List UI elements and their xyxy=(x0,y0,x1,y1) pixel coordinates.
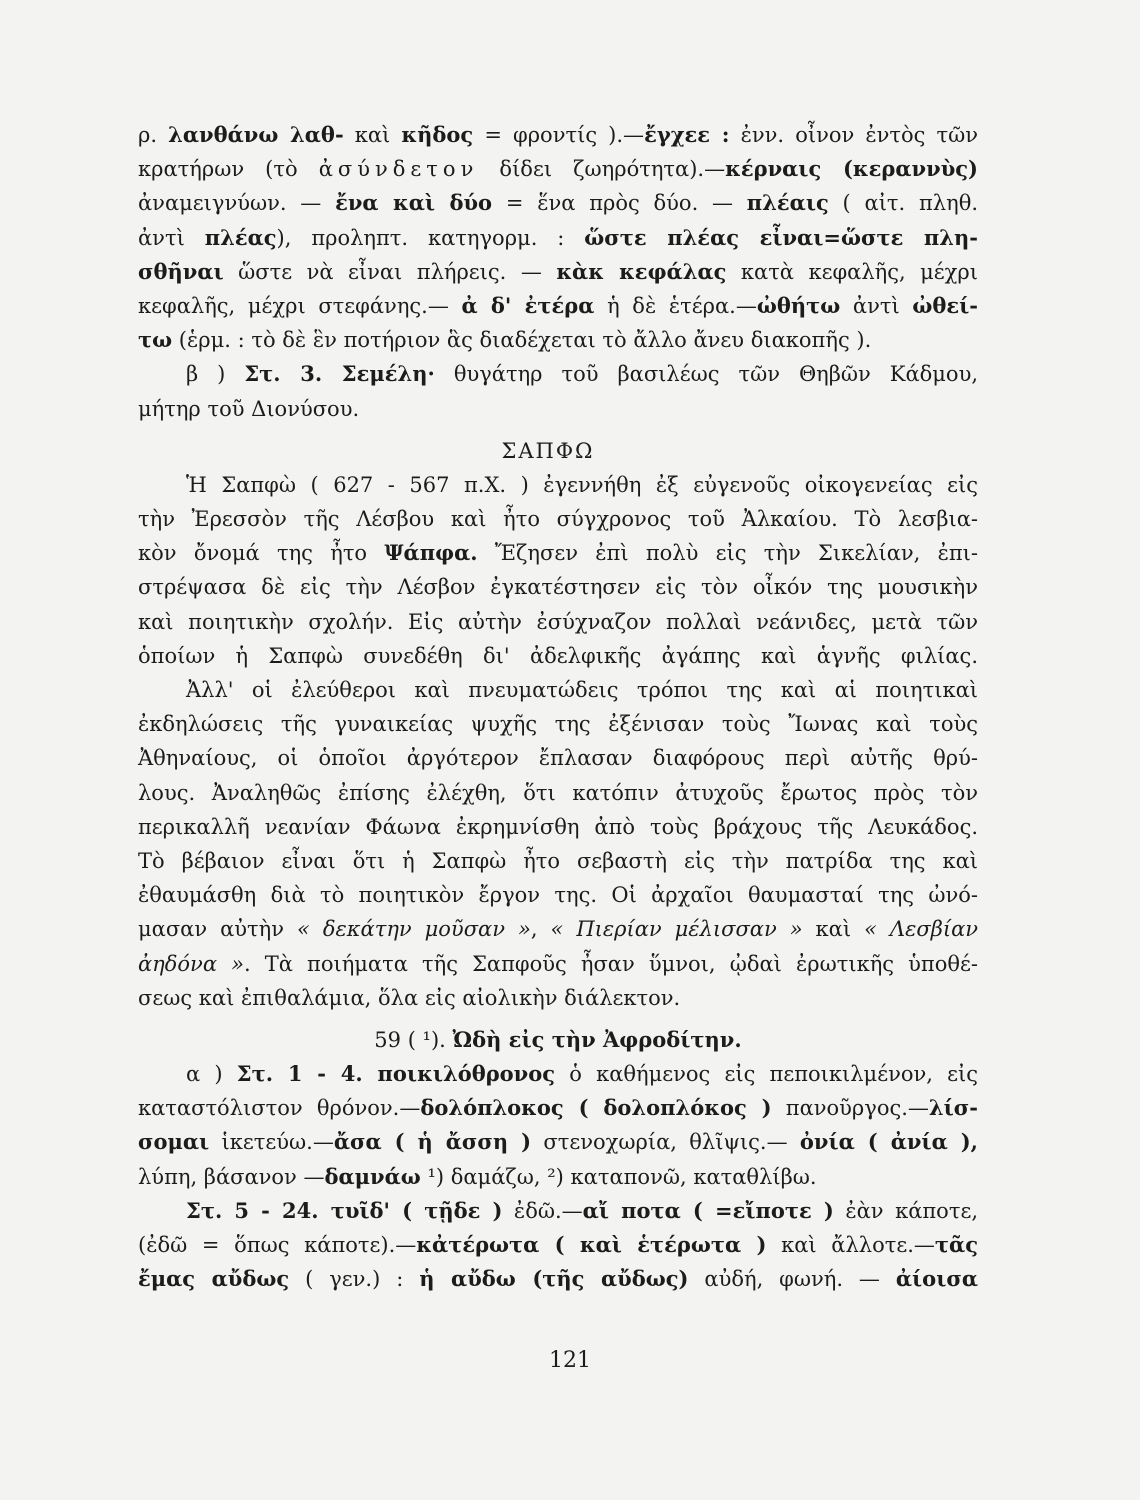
text-run: ἐνν. οἶνον ἐντὸς τῶν xyxy=(729,123,979,147)
text-line xyxy=(138,570,978,604)
bold-term: κῆδος xyxy=(401,122,474,147)
bold-term: δαμνάω xyxy=(324,1163,421,1189)
text-run: θυγάτηρ τοῦ βασιλέως τῶν Θηβῶν Κάδμου, xyxy=(434,362,979,387)
bold-term: Ψάπφα. xyxy=(384,540,478,566)
text-run: σεως καὶ ἐπιθαλάμια, ὅλα εἰς αἰολικὴν διάλεκτον. xyxy=(138,985,681,1010)
section-heading xyxy=(138,434,978,468)
text-line xyxy=(138,673,978,707)
text-run: β ) xyxy=(186,362,245,387)
bold-term: ἔμας αὔδως xyxy=(138,1266,290,1292)
text-run: = ἕνα πρὸς δύο. — xyxy=(492,191,747,216)
bold-term: τᾶς xyxy=(934,1232,978,1257)
text-line xyxy=(138,981,978,1015)
bold-term: τω xyxy=(138,327,173,353)
text-run: ἐδῶ.— xyxy=(502,1198,583,1223)
text-run: ἀσύνδετον xyxy=(318,157,479,182)
bold-term: ἔνα καὶ δύο xyxy=(335,190,493,216)
bold-term: σθῆναι xyxy=(138,258,224,284)
text-line xyxy=(138,186,978,220)
text-run: καὶ xyxy=(343,123,402,147)
text-line xyxy=(138,1091,978,1125)
text-line xyxy=(138,1160,978,1194)
bold-term: λανθάνω λαθ- xyxy=(168,122,344,147)
text-run: κατὰ κεφαλῆς, μέχρι xyxy=(726,259,978,284)
bold-term: Στ. 1 - 4. ποικιλόθρονος xyxy=(236,1061,556,1087)
text-line xyxy=(138,844,978,878)
text-run: λους. Ἀναληθῶς ἐπίσης ἐλέχθη, ὅτι κατόπιν ἀτυχοῦς ἔρωτος πρὸς τὸν xyxy=(138,780,978,805)
bold-term: ἄσα ( ἡ ἄσση ) xyxy=(333,1129,532,1155)
text-run: τὴν Ἐρεσσὸν τῆς Λέσβου καὶ ἦτο σύγχρονος τοῦ Ἀλκαίου. Τὸ λεσβια- xyxy=(138,507,978,532)
text-line xyxy=(138,605,978,639)
text-line xyxy=(138,776,978,810)
text-line xyxy=(138,1262,978,1296)
text-line xyxy=(138,1125,978,1159)
text-line xyxy=(138,468,978,502)
bold-term: Ὠδὴ εἰς τὴν Ἀφροδίτην. xyxy=(452,1026,742,1052)
text-line xyxy=(138,741,978,775)
text-run: ἀναμειγνύων. — xyxy=(138,191,336,216)
bold-term: κέρναις (κεραννὺς) xyxy=(725,156,978,182)
text-line xyxy=(138,392,978,426)
bold-term: κὰκ κεφάλας xyxy=(556,258,727,284)
text-run: στενοχωρία, θλῖψις.— xyxy=(531,1130,800,1155)
bold-term: ἀ δ' ἐτέρα xyxy=(461,292,595,318)
text-line xyxy=(138,912,978,946)
text-run: ¹) δαμάζω, ²) καταπονῶ, καταθλίβω. xyxy=(420,1164,817,1189)
text-line xyxy=(138,323,978,357)
bold-term: ὠθεί- xyxy=(912,292,978,318)
text-line xyxy=(138,947,978,981)
text-run: . Τὰ ποιήματα τῆς Σαπφοῦς ἦσαν ὕμνοι, ᾠδαὶ ἐρωτικῆς ὑποθέ- xyxy=(243,951,978,976)
text-run: κὸν ὄνομά της ἦτο xyxy=(138,541,385,566)
text-run: κρατήρων (τὸ xyxy=(138,157,319,182)
text-run: ἀντὶ xyxy=(138,225,205,250)
text-run: δίδει ζωηρότητα).— xyxy=(478,157,726,182)
text-column xyxy=(138,118,978,1296)
text-run: = φροντίς ).— xyxy=(473,123,645,147)
bold-term: πλέαις xyxy=(746,190,829,216)
italic-phrase: ἀηδόνα » xyxy=(138,951,244,976)
text-run: ΣΑΠΦΩ xyxy=(501,438,595,463)
bold-term: λίσ- xyxy=(928,1095,979,1121)
text-run: λύπη, βάσανον — xyxy=(138,1164,325,1189)
text-run: πανοῦργος.— xyxy=(771,1096,929,1121)
poem-heading xyxy=(138,1023,978,1057)
text-run: μήτηρ τοῦ Διονύσου. xyxy=(138,396,360,421)
bold-term: ὀνία ( ἀνία ), xyxy=(799,1129,978,1155)
text-run: ( αἰτ. πληθ. xyxy=(828,191,979,216)
text-line xyxy=(138,255,978,289)
text-run: περικαλλῆ νεανίαν Φάωνα ἐκρημνίσθη ἀπὸ τοὺς βράχους τῆς Λευκάδος. xyxy=(138,814,978,839)
text-line xyxy=(138,1228,978,1262)
bold-term: σομαι xyxy=(138,1129,210,1155)
text-run: ( γεν.) : xyxy=(289,1267,420,1292)
text-run: , xyxy=(530,917,551,942)
text-run: Τὸ βέβαιον εἶναι ὅτι ἡ Σαπφὼ ἦτο σεβαστὴ εἰς τὴν πατρίδα της καὶ xyxy=(138,848,978,873)
text-run: (ἐδῶ = ὅπως κάποτε).— xyxy=(138,1233,417,1257)
text-run: ὁ καθήμενος εἰς πεποικιλμένον, εἰς xyxy=(555,1062,978,1087)
text-run: (ἑρμ. : τὸ δὲ ἓν ποτήριον ἃς διαδέχεται τὸ ἄλλο ἄνευ διακοπῆς ). xyxy=(172,328,872,353)
text-run: ἀντὶ xyxy=(840,293,913,318)
text-line xyxy=(138,707,978,741)
bold-term: Στ. 3. Σεμέλη· xyxy=(244,361,435,387)
text-line xyxy=(138,502,978,536)
bold-term: δολόπλοκος ( δολοπλόκος ) xyxy=(420,1095,772,1121)
text-run: Ἀλλ' οἱ ἐλεύθεροι καὶ πνευματώδεις τρόποι της καὶ αἱ ποιητικαὶ xyxy=(186,678,978,702)
text-line xyxy=(138,289,978,323)
text-run: ὥστε νὰ εἶναι πλήρεις. — xyxy=(223,259,557,284)
text-run: καταστόλιστον θρόνον.— xyxy=(138,1096,421,1121)
text-run: ἐκδηλώσεις τῆς γυναικείας ψυχῆς της ἐξένισαν τοὺς Ἴωνας καὶ τοὺς xyxy=(138,712,978,737)
bold-term: κἀτέρωτα ( καὶ ἑτέρωτα ) xyxy=(416,1232,767,1257)
bold-term: Στ. 5 - 24. τυῖδ' ( τῇδε ) xyxy=(186,1197,503,1223)
text-run: κεφαλῆς, μέχρι στεφάνης.— xyxy=(138,293,462,318)
bold-term: ὥστε πλέας εἶναι=ὥστε πλη- xyxy=(584,224,978,250)
text-run: ἱκετεύω.— xyxy=(209,1130,334,1155)
text-run: Ἀθηναίους, οἱ ὁποῖοι ἀργότερον ἔπλασαν διαφόρους περὶ αὐτῆς θρύ- xyxy=(138,746,978,771)
text-run: καὶ ποιητικὴν σχολήν. Εἰς αὐτὴν ἐσύχναζον πολλαὶ νεάνιδες, μετὰ τῶν xyxy=(138,609,978,634)
text-line xyxy=(138,357,978,391)
text-line xyxy=(138,1194,978,1228)
bold-term: ἀίοισα xyxy=(895,1266,978,1292)
text-run: ἡ δὲ ἑτέρα.— xyxy=(594,293,757,318)
text-line xyxy=(138,221,978,255)
text-line xyxy=(138,639,978,673)
text-run: καὶ ἄλλοτε.— xyxy=(766,1233,935,1257)
bold-term: ἡ αὔδω (τῆς αὔδως) xyxy=(419,1266,689,1292)
text-run: στρέψασα δὲ εἰς τὴν Λέσβον ἐγκατέστησεν εἰς τὸν οἶκόν της μουσικὴν xyxy=(138,575,978,600)
text-run: καὶ xyxy=(802,917,865,942)
text-run: α ) xyxy=(186,1062,237,1087)
text-run: 59 ( ¹). xyxy=(374,1027,453,1052)
text-run: μασαν αὐτὴν xyxy=(138,917,297,942)
text-run: Ἔζησεν ἐπὶ πολὺ εἰς τὴν Σικελίαν, ἐπι- xyxy=(477,541,979,566)
text-line xyxy=(138,118,978,152)
text-run: αὐδή, φωνή. — xyxy=(688,1267,896,1292)
text-line xyxy=(138,536,978,570)
italic-phrase: « Πιερίαν μέλισσαν » xyxy=(550,917,803,942)
bold-term: ἔγχεε : xyxy=(644,122,730,147)
italic-phrase: « δεκάτην μοῦσαν » xyxy=(297,917,531,942)
bold-term: πλέας xyxy=(204,224,277,250)
page-number: 121 xyxy=(549,1348,591,1373)
text-run: ), προληπτ. κατηγορμ. : xyxy=(276,225,585,250)
text-line xyxy=(138,878,978,912)
bold-term: αἴ ποτα ( =εἴποτε ) xyxy=(582,1197,834,1223)
bold-term: ὠθήτω xyxy=(756,292,841,318)
text-run: ἐθαυμάσθη διὰ τὸ ποιητικὸν ἔργον της. Οἱ ἀρχαῖοι θαυμασταί της ὠνό- xyxy=(138,883,978,908)
text-run: ὁποίων ἡ Σαπφὼ συνεδέθη δι' ἀδελφικῆς ἀγάπης καὶ ἁγνῆς φιλίας. xyxy=(138,643,978,668)
text-line xyxy=(138,810,978,844)
italic-phrase: « Λεσβίαν xyxy=(864,917,979,942)
text-line xyxy=(138,152,978,186)
text-run: ρ. xyxy=(138,123,169,147)
text-line xyxy=(138,1057,978,1091)
text-run: Ἡ Σαπφὼ ( 627 - 567 π.Χ. ) ἐγεννήθη ἐξ εὐγενοῦς οἰκογενείας εἰς xyxy=(186,472,978,497)
text-run: ἐὰν κάποτε, xyxy=(833,1198,978,1223)
